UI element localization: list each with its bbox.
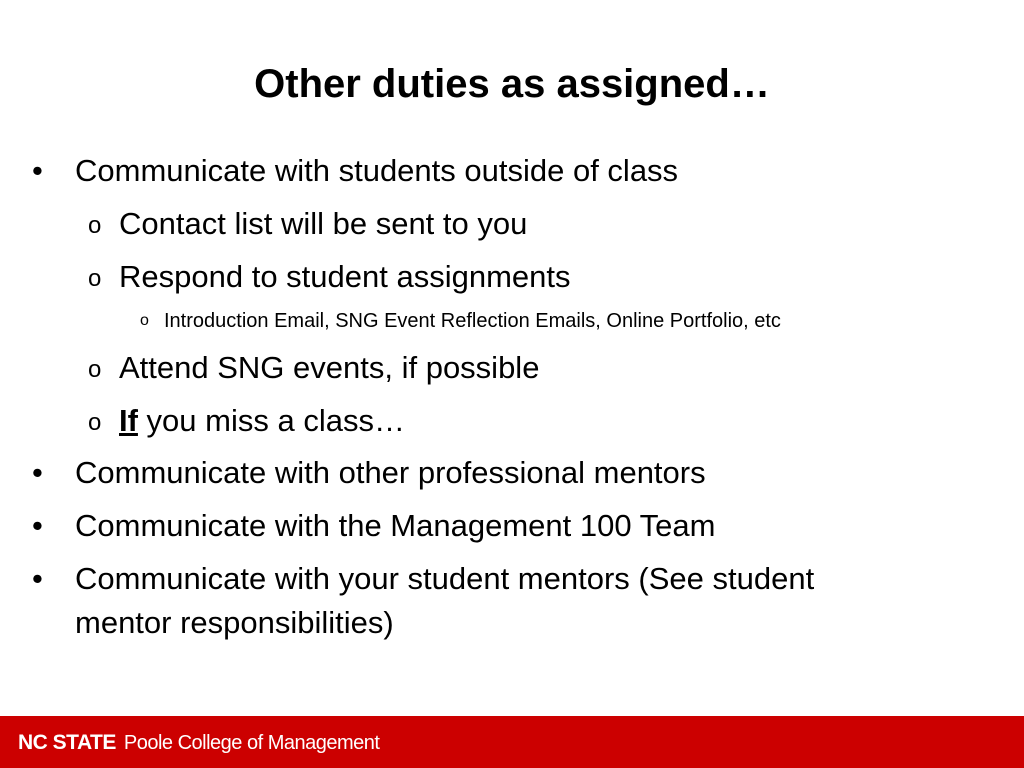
bullet-marker: •	[32, 455, 43, 490]
sub-bullet-marker: o	[88, 265, 102, 292]
sub-bullet-text-rest: you miss a class…	[137, 403, 405, 438]
bullet-text: Communicate with students outside of class	[75, 153, 679, 188]
bullet-marker: •	[32, 508, 43, 543]
sub-bullet-marker: o	[88, 212, 102, 239]
sub-sub-bullet-text: Introduction Email, SNG Event Reflection Emails, Online Portfolio, etc	[164, 310, 781, 332]
bullet-text: Communicate with the Management 100 Team	[75, 508, 716, 543]
sub-bullet-marker: o	[88, 356, 102, 383]
sub-bullet-text: Contact list will be sent to you	[119, 206, 528, 241]
bullet-text: mentor responsibilities)	[75, 605, 394, 640]
sub-bullet-text: Respond to student assignments	[119, 259, 571, 294]
sub-bullet-marker: o	[88, 409, 102, 436]
college-name: Poole College of Management	[123, 732, 380, 754]
sub-sub-bullet-marker: o	[140, 312, 149, 329]
footer-logo	[18, 729, 379, 759]
emphasis-if: If	[119, 403, 138, 438]
bullet-text: Communicate with other professional mentors	[75, 455, 706, 490]
bullet-marker: •	[32, 153, 43, 188]
brand-name: NC STATE	[18, 731, 116, 754]
slide-title: Other duties as assigned…	[254, 62, 770, 106]
bullet-text: Communicate with your student mentors (See student	[75, 561, 815, 596]
sub-bullet-text: Attend SNG events, if possible	[119, 350, 540, 385]
sub-bullet-text	[119, 398, 405, 444]
footer-bar	[0, 716, 1024, 768]
bullet-marker: •	[32, 561, 43, 596]
